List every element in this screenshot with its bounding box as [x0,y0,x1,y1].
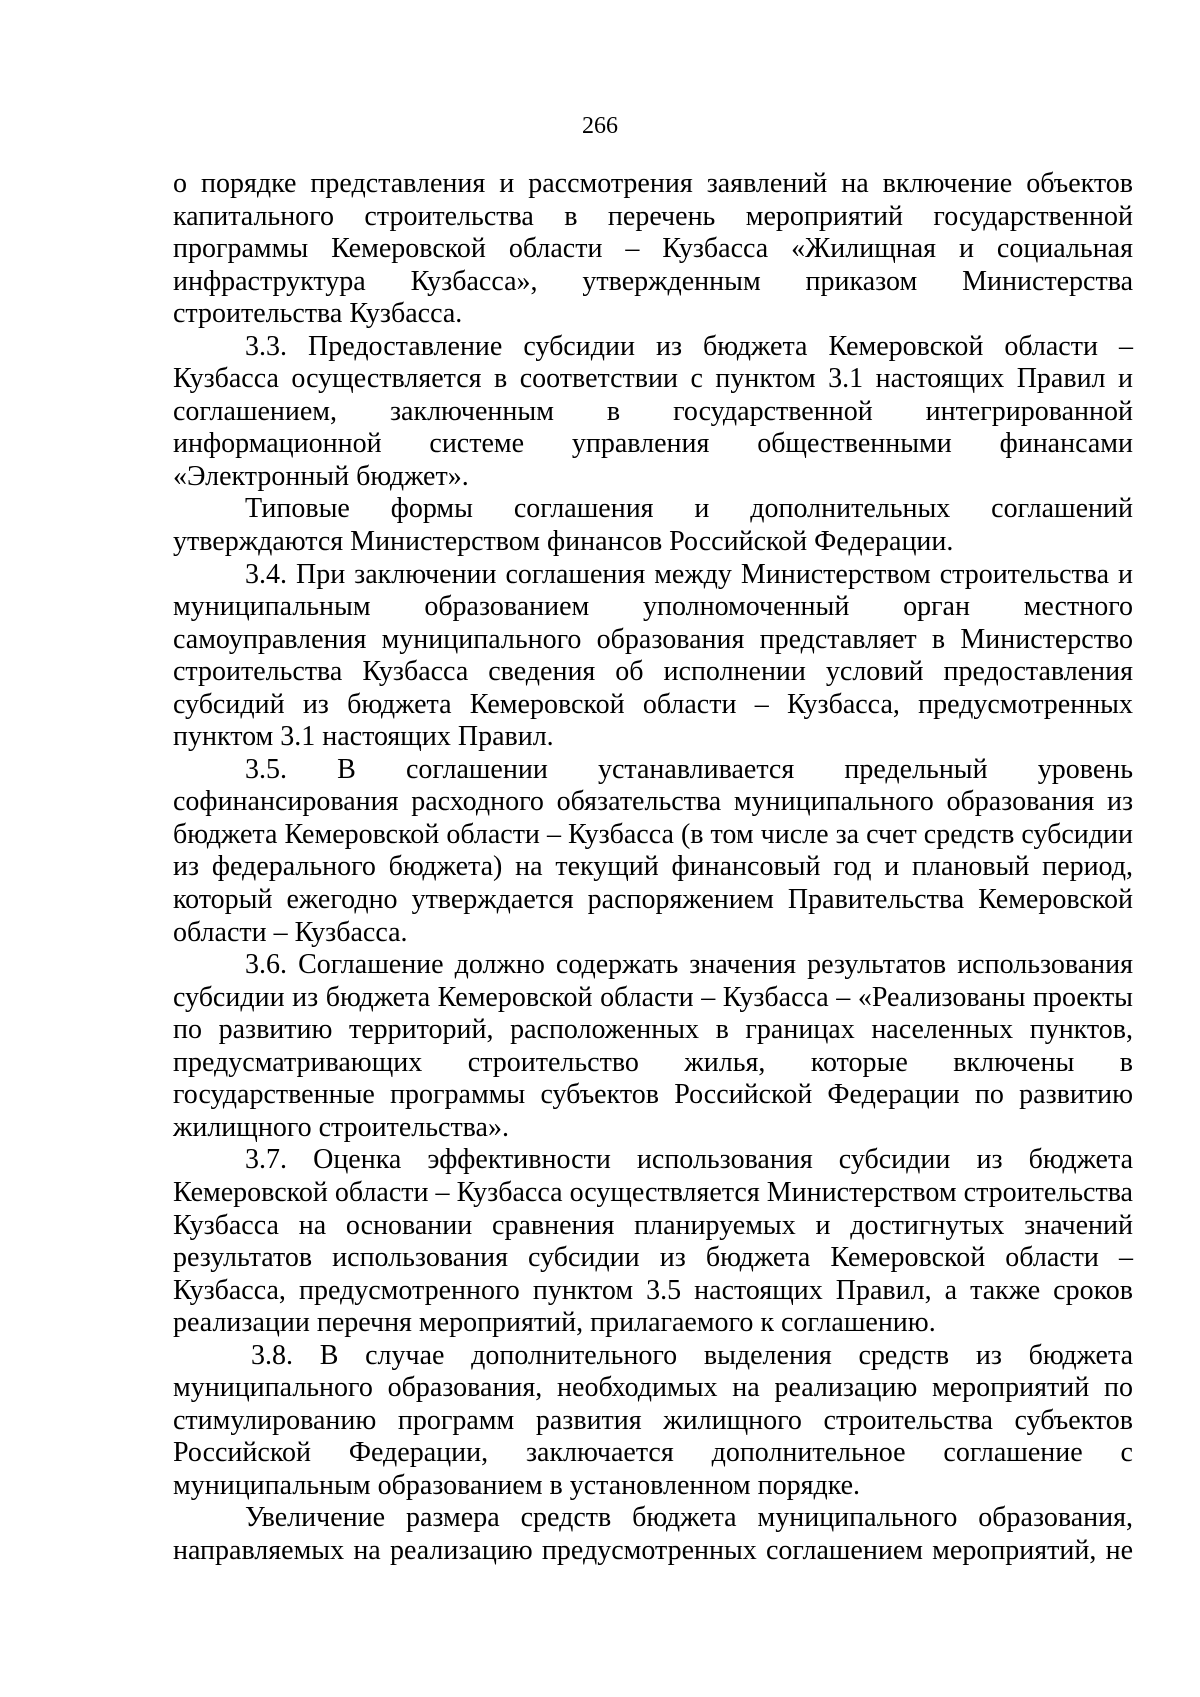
paragraph-3-7: 3.7. Оценка эффективности использования субсидии из бюджета Кемеровской области – Кузбасса осуществляется Министерством строительства Кузбасса на основании сравнения планируемых и достигнутых значений результатов использования субсидии из бюджета Кемеровской области – Кузбасса, предусмотренного пунктом 3.5 настоящих Правил, а также сроков реализации перечня мероприятий, прилагаемого к соглашению. [173,1144,1133,1339]
document-body [173,168,1133,1568]
paragraph-3-5: 3.5. В соглашении устанавливается предельный уровень софинансирования расходного обязательства муниципального образования из бюджета Кемеровской области – Кузбасса (в том числе за счет средств субсидии из федерального бюджета) на текущий финансовый год и плановый период, который ежегодно утверждается распоряжением Правительства Кемеровской области – Кузбасса. [173,753,1133,948]
paragraph-continuation: о порядке представления и рассмотрения заявлений на включение объектов капитального строительства в перечень мероприятий государственной программы Кемеровской области – Кузбасса «Жилищная и социальная инфраструктура Кузбасса», утвержденным приказом Министерства строительства Кузбасса. [173,168,1133,330]
paragraph-3-8: 3.8. В случае дополнительного выделения средств из бюджета муниципального образования, необходимых на реализацию мероприятий по стимулированию программ развития жилищного строительства субъектов Российской Федерации, заключается дополнительное соглашение с муниципальным образованием в установленном порядке. [173,1339,1133,1501]
paragraph-3-4: 3.4. При заключении соглашения между Министерством строительства и муниципальным образованием уполномоченный орган местного самоуправления муниципального образования представляет в Министерство строительства Кузбасса сведения об исполнении условий предоставления субсидий из бюджета Кемеровской области – Кузбасса, предусмотренных пунктом 3.1 настоящих Правил. [173,558,1133,753]
paragraph-typical-forms: Типовые формы соглашения и дополнительных соглашений утверждаются Министерством финансов Российской Федерации. [173,493,1133,558]
page-number: 266 [582,113,618,139]
paragraph-increase: Увеличение размера средств бюджета муниципального образования, направляемых на реализацию предусмотренных соглашением мероприятий, не [173,1502,1133,1566]
paragraph-3-6: 3.6. Соглашение должно содержать значения результатов использования субсидии из бюджета Кемеровской области – Кузбасса – «Реализованы проекты по развитию территорий, расположенных в границах населенных пунктов, предусматривающих строительство жилья, которые включены в государственные программы субъектов Российской Федерации по развитию жилищного строительства». [173,949,1133,1143]
paragraph-3-3: 3.3. Предоставление субсидии из бюджета Кемеровской области – Кузбасса осуществляется в соответствии с пунктом 3.1 настоящих Правил и соглашением, заключенным в государственной интегрированной информационной системе управления общественными финансами «Электронный бюджет». [173,330,1133,492]
